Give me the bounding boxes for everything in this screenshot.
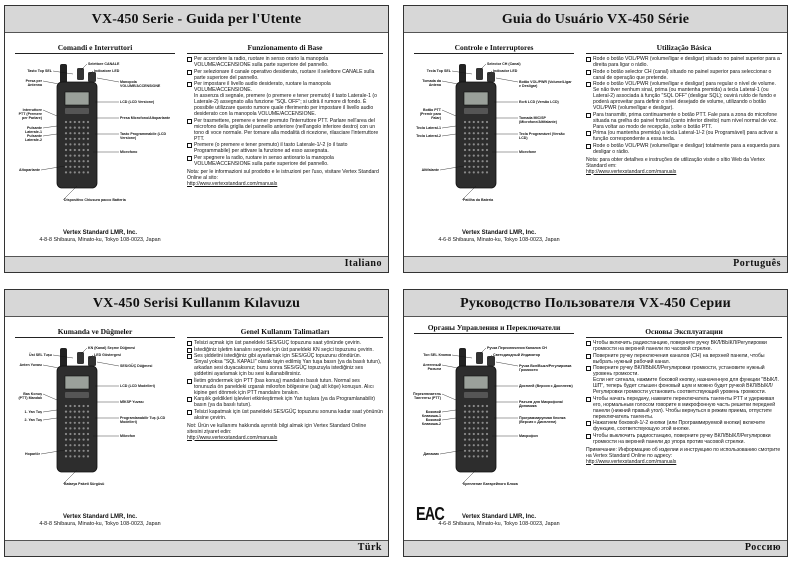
company-address [414,230,584,243]
callout-label: Антенный Разъем [422,363,441,372]
callout-label: Tasto Top SEL [27,69,52,73]
callout-label: Altifalante [421,168,439,172]
callout-label: SES/GÜÇ Düğmesi [120,364,153,368]
callout-label: Mikrofon [120,434,136,438]
callout-label: Tomada da Antena [422,79,441,88]
volume-knob-icon [88,356,96,366]
lcd-icon [65,92,89,105]
keypad-icon [65,108,89,114]
keypad-icon [464,108,488,114]
operation-heading: Genel Kullanım Talimatları [187,327,383,338]
language-label: Россию [744,542,781,553]
callout-label: Interruttore PTT (Premere per Parlare) [18,108,42,121]
address-line: 4-6-8 Shibaura, Minato-ku, Tokyo 108-0023, Japan [438,236,560,243]
callout-label: Динамик [423,452,439,456]
instruction-item: Чтобы выключить радиостанцию, поверните ручку ВКЛ/ВЫКЛ/Регулировки громкости на верхней панели до упора против часовой стрелки. [586,433,782,445]
callout-label: Ручка Переключения Каналов CH [487,346,547,350]
language-label: Italiano [344,258,382,269]
instruction-item: Нажатием боковой-1/-2 кнопки (или Программируемой кнопки) включите функцию, соответствующую этой кнопке. [586,420,782,432]
keypad-icon [464,392,488,398]
page-footer [5,256,388,272]
radio-diagram [15,58,175,208]
address-line: 4-8-8 Shibaura, Minato-ku, Tokyo 108-0023, Japan [39,236,161,243]
instruction-item: Per selezionare il canale operativo desiderato, ruotare il selettore CANALE sulla parte superiore del pannello. [187,69,383,81]
instruction-item: Rode o botão VOL/PWR (volume/ligar e desligar) totalmente para a esquerda para desligar o rádio. [586,143,782,155]
operation-heading: Funzionamento di Base [187,43,383,54]
callout-label: Altoparlante [19,168,40,172]
callout-label: Программируемая Кнопка (Версия с Дисплеем) [519,416,566,425]
page-italian [4,5,389,273]
callout-label: Selettore CANALE [88,62,120,66]
instruction-item: İstediğiniz işletim kanalını seçmek için üst paneldeki KN seçici topuzunu çevirin. [187,347,383,353]
callout-label: Ручка Вкл/Выкл/Регулировка Громкости [519,364,572,373]
callout-label: Разъем для Микрофона/Динамика [519,400,563,409]
controls-heading: Comandi e Interruttori [15,43,175,54]
volume-knob-icon [88,72,96,82]
callout-label: Светодиодный Индикатор [493,353,541,357]
page-russian [403,289,788,557]
channel-knob-icon [77,352,84,364]
company-name: Vertex Standard LMR, Inc. [461,514,537,520]
company-address [15,230,185,243]
callout-label: Pulsante Laterale-2 [25,134,42,143]
callout-label: Tecla Lateral-2 [416,134,441,138]
callout-label: Microfone [519,150,537,154]
instruction-item: Per spegnere la radio, ruotare in senso antiorario la manopola VOLUME/ACCENSIONE sulla parte superiore del pannello. [187,155,383,167]
channel-knob-icon [77,68,84,80]
callout-label: 1. Yan Tuş [24,410,42,414]
controls-heading: Kumanda ve Düğmeler [15,327,175,338]
callout-label: Tecla Programável (Versão LCD) [519,132,565,141]
controls-heading: Controle e Interruptores [414,43,574,54]
page-title: Руководство Пользователя VX-450 Серии [404,290,787,317]
callout-label: Indicador LED [493,69,518,73]
callout-label: Bas Konuş (PTT) Mandalı [18,392,42,401]
instruction-item: Prima (ou mantenha premida) a tecla Lateral-1/-2 (ou Programável) para activar a função correspondente a essa tecla. [586,130,782,142]
instruction-item: Чтобы начать передачу, нажмите переключатель тангенты PTT и удерживая его, нормальным голосом говорите в микрофонную часть решетки передней панели (нижний правый угол). Чтобы вернуться в режим приема, отпустите переключатель тангенты. [586,396,782,420]
instruction-item: Поверните ручку переключения каналов (CH) на верхней панели, чтобы выбрать нужный рабочий канал. [586,353,782,365]
operation-heading: Utilização Básica [586,43,782,54]
channel-knob-icon [476,352,483,364]
callout-label: Botão VOL/PWR (Volume/Ligar e Desligar) [519,80,572,89]
instruction-item: Rode o botão selector CH (canal) situado no painel superior para seleccionar o canal de operação que pretende. [586,69,782,81]
address-line: 4-8-8 Shibaura, Minato-ku, Tokyo 108-0023, Japan [39,520,161,527]
company-address [414,514,584,527]
controls-heading: Органы Управления и Переключатели [414,323,574,334]
volume-knob-icon [487,72,495,82]
callout-label: 2. Yan Tuş [24,418,42,422]
instruction-item: Per trasmettere, premere e tener premuto l'interruttore PTT. Parlare nell'area del microfono della griglia del pannello anteriore (nell'angolo inferiore destro) con un tono di voce normale. Per tornare alla modalità di ricezione, rilasciare l'interruttore PTT. [187,118,383,142]
instruction-item: Rode o botão VOL/PWR (volume/ligar e desligar) situado no painel superior para a direita para ligar o rádio. [586,56,782,68]
note-text: Not: Ürün ve kullanımı hakkında ayrıntılı bilgi almak için Vertex Standard Online sitesini ziyaret edin: [187,422,367,435]
callout-label: Tecla Lateral-1 [416,126,441,130]
callout-label: LED Göstergesi [94,353,121,357]
page-title: VX-450 Serisi Kullanım Kılavuzu [5,290,388,317]
callout-label: Tecla Top SEL [426,69,451,73]
callout-label: Ecrã LCD (Versão LCD) [519,100,559,104]
instruction-list [187,56,383,256]
callout-label: Микрофон [519,434,538,438]
callout-label: LCD (LCD Versione) [120,100,155,104]
note-text: Nota: per le informazioni sul prodotto e le istruzioni per l'uso, visitare Vertex Standard Online al sito: [187,168,379,181]
callout-label: Боковой Клавиша-2 [421,418,441,427]
radio-diagram [414,58,574,208]
callout-label: Presa Microfono/Altoparlante [120,116,171,120]
callout-label: Manopola VOLUME/ACCENSIONE [120,80,161,89]
instruction-item: Поверните ручку ВКЛ/ВЫКЛ/Регулировки громкости, установите нужный уровень громкости. Если нет сигнала, нажмите боковой кнопку, назначенную для функции "ВЫКЛ. ШП", теперь будет слышен фоновый шум и можно будет ручкой ВКЛ/ВЫКЛ/Регулировки громкости установить соответствующий уровень громкости. [586,365,782,395]
lcd-icon [464,376,488,389]
page-turkish [4,289,389,557]
instruction-item: Per impostare il livello audio desiderato, ruotare la manopola VOLUME/ACCENSIONE. In assenza di segnale, premere (o premere e tener premuto) il tasto Laterale-1 (o Laterale-2) assegnato alla funzione "SQL OFF"; si udirà il rumore di fondo. È possibile utilizzare questo rumore quale riferimento per impostare il livello audio desiderato con la manopola VOLUME/ACCENSIONE. [187,81,383,117]
company-address [15,514,185,527]
company-name: Vertex Standard LMR, Inc. [62,230,138,236]
note-text: Nota: para obter detalhes e instruções de utilização visite o sítio Web da Vertex Standard em: [586,156,765,169]
instruction-item: İletim göndermek için PTT (bas konuş) mandalını basılı tutun. Normal ses tonunuzla ön paneldeki ızgaralı mikrofon bölgesine (sağ alt köşe) konuşun. Alıcı kipine geri dönmek için PTT mandalını bırakın. [187,378,383,396]
page-footer [404,256,787,272]
radio-diagram [15,342,175,492]
manuals-link[interactable]: http://www.vertexstandard.com/manuals [187,180,278,187]
callout-label: Patilha da Bateria [463,198,494,202]
instruction-list [586,56,782,256]
language-label: Türk [357,542,382,553]
callout-label: Дисплей (Версия с Дисплеем) [519,384,573,388]
callout-label: Batarya Paketi Sürgüsü [64,482,105,486]
callout-label: Переключатель Тангенты (PTT) [413,392,442,401]
note-text: Примечание: Информацию об изделии и инструкцию по использованию смотрите на Vertex Standard Online по адресу: [586,446,781,459]
page-title: Guia do Usuário VX-450 Série [404,6,787,33]
callout-label: Üst SEL Tuşu [28,353,52,357]
instruction-item: Para transmitir, prima continuamente o botão PTT. Fale para a zona do microfone situada na grelha do painel frontal (canto inferior direito) num nível normal de voz. Para voltar ao modo de recepção, solte o botão PTT. [586,112,782,130]
callout-label: MİKSP Yuvası [120,400,144,404]
manuals-link[interactable]: http://www.vertexstandard.com/manuals [586,458,677,465]
callout-label: Anten Yuvası [19,363,42,367]
eac-mark: EAC [416,504,445,524]
callout-label: LCD (LCD Modelleri) [120,384,155,388]
page-portuguese [403,5,788,273]
callout-label: Tomada MIC/SP (Microfone/Altifalante) [519,116,557,125]
callout-label: KN (Kanal) Seçme Düğmesi [88,346,136,350]
instruction-item: Rode o botão VOL/PWR (volume/ligar e desligar) para regular o nível de volume. Se não tiver nenhum sinal, prima (ou mantenha premida) a tecla Lateral-1 (ou Lateral-2) associada à função "SQL OFF" (desligar SQL); ouvirá ruído de fundo e poderá aproveitar para definir o nível desejado de volume, utilizando o botão VOL/PWR (volume/ligar e desligar). [586,81,782,111]
keypad-icon [65,392,89,398]
manuals-link[interactable]: http://www.vertexstandard.com/manuals [586,168,677,175]
page-footer [5,540,388,556]
callout-label: Selector CH (Canal) [487,62,521,66]
company-name: Vertex Standard LMR, Inc. [461,230,537,236]
callout-label: Programlanabilir Tuş (LCD Modelleri) [120,416,166,425]
lcd-icon [464,92,488,105]
manuals-link[interactable]: http://www.vertexstandard.com/manuals [187,434,278,441]
instruction-item: Telsizi açmak için üst paneldeki SES/GÜÇ topuzunu saat yönünde çevirin. [187,340,383,346]
instruction-item: Чтобы включить радиостанцию, поверните ручку ВКЛ/ВЫКЛ/Регулировки громкости на верхней панели по часовой стрелке. [586,340,782,352]
callout-label: Крепление Батарейного Блока [463,482,518,486]
radio-diagram [414,342,574,492]
lcd-icon [65,376,89,389]
callout-label: Presa per Antenna [25,79,42,88]
instruction-item: Premere (o premere e tener premuto) il tasto Laterale-1/-2 (o il tasto Programmabile) per attivare la funzione ad esso assegnata. [187,142,383,154]
callout-label: Microfono [120,150,138,154]
callout-label: Боковой Клавиша-1 [421,410,441,419]
language-label: Português [733,258,781,269]
instruction-item: Per accendere la radio, ruotare in senso orario la manopola VOLUME/ACCENSIONE sulla parte superiore del pannello. [187,56,383,68]
company-name: Vertex Standard LMR, Inc. [62,514,138,520]
address-line: 4-6-8 Shibaura, Minato-ku, Tokyo 108-0023, Japan [438,520,560,527]
callout-label: Hoparlör [25,452,40,456]
instruction-item: Telsizi kapatmak için üst paneldeki SES/GÜÇ topuzunu sonuna kadar saat yönünün aksine çevirin. [187,409,383,421]
callout-label: Indicatore LED [94,69,120,73]
volume-knob-icon [487,356,495,366]
callout-label: Tasto Programmabile (LCD Versione) [120,132,167,141]
page-title: VX-450 Serie - Guida per l'Utente [5,6,388,33]
operation-heading: Основы Эксплуатации [586,327,782,338]
callout-label: Botão PTT (Premir para Falar) [419,108,441,121]
callout-label: Dispositivo Chiusura pacco Batteria [64,198,126,202]
callout-label: Тон SEL Кнопка [423,353,451,357]
callout-label: Pulsante Laterale-1 [25,126,42,135]
instruction-list [187,340,383,540]
channel-knob-icon [476,68,483,80]
page-footer [404,540,787,556]
instruction-item: Karşılık geldikleri işlevleri etkinleştirmek için Yan tuşlara (ya da Programlanabilir) basın (ya da basılı tutun). [187,396,383,408]
instruction-item: Ses şiddetini istediğiniz gibi ayarlamak için SES/GÜÇ topuzunu döndürün. Sinyal yoksa "SQL KAPALI" olarak tayin edilmiş Yan tuşa basın (ya da basılı tutun), arkadan sesi duyacaksınız; bunu sonra SES/GÜÇ topuzuyla istediğiniz ses şiddetini ayarlamak için bu sesi kullanabilirsiniz. [187,353,383,377]
instruction-list [586,340,782,540]
